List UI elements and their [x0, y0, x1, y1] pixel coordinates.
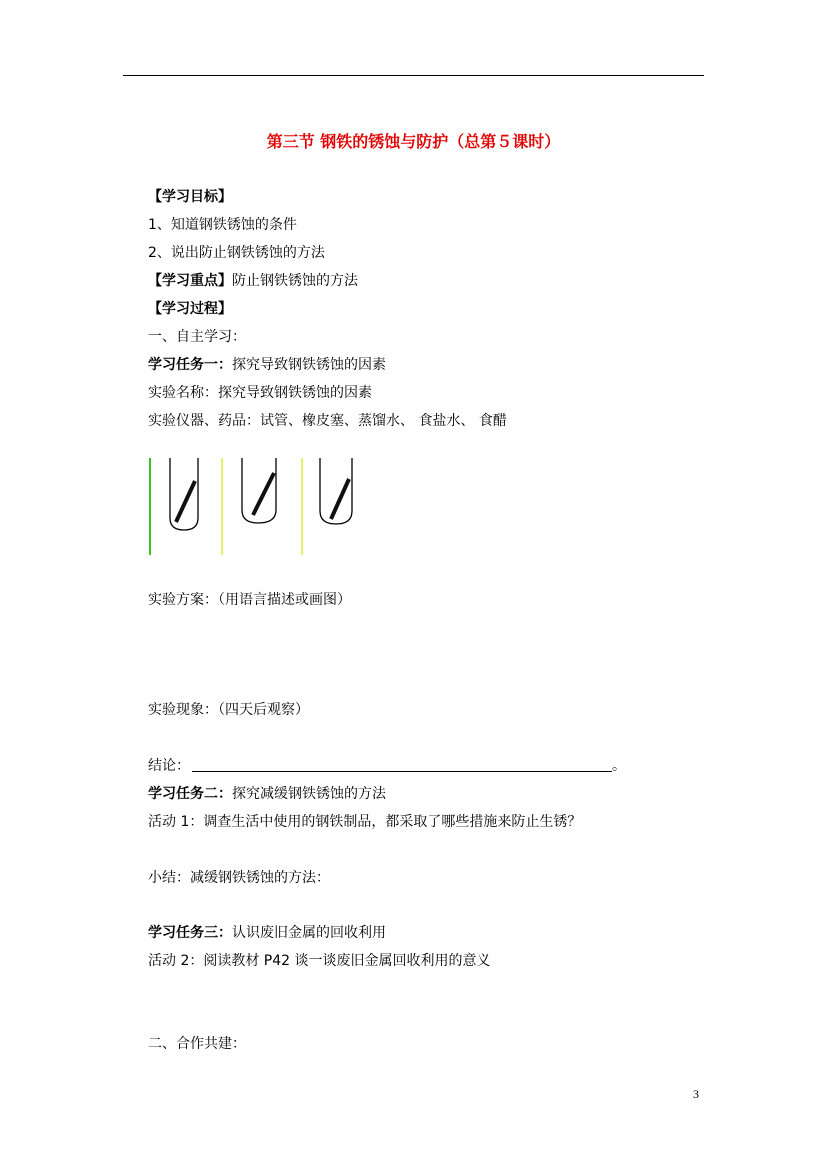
activity-2: 活动 2：阅读教材 P42 谈一谈废旧金属回收利用的意义 [148, 953, 491, 969]
section-2-heading: 二、合作共建： [148, 1036, 246, 1052]
summary: 小结：减缓钢铁锈蚀的方法： [148, 870, 330, 886]
conclusion-label: 结论： [148, 758, 190, 774]
test-tubes-figure [140, 455, 370, 560]
task-2-text: 探究减缓钢铁锈蚀的方法 [232, 786, 386, 802]
header-rule [123, 75, 704, 76]
process-heading: 【学习过程】 [148, 301, 232, 317]
task-3-text: 认识废旧金属的回收利用 [232, 925, 386, 941]
task-3 [148, 922, 386, 942]
activity-1: 活动 1：调查生活中使用的钢铁制品，都采取了哪些措施来防止生锈？ [148, 814, 582, 830]
test-tube-2 [242, 458, 276, 523]
test-tube-3 [320, 458, 352, 524]
key-point-text: 防止钢铁锈蚀的方法 [232, 273, 358, 289]
experiment-plan: 实验方案：（用语言描述或画图） [148, 592, 351, 608]
experiment-name: 实验名称：探究导致钢铁锈蚀的因素 [148, 385, 372, 401]
task-2 [148, 783, 386, 803]
page-title: 第三节 钢铁的锈蚀与防护（总第５课时） [266, 132, 561, 151]
key-point-heading: 【学习重点】 [148, 273, 232, 289]
task-1 [148, 354, 386, 374]
objective-item-1: 1、知道钢铁锈蚀的条件 [148, 217, 297, 233]
iron-nail-3 [331, 479, 349, 519]
task-2-label: 学习任务二： [148, 786, 232, 802]
section-1-heading: 一、自主学习： [148, 329, 246, 345]
iron-nail-2 [253, 473, 274, 515]
iron-nail-1 [176, 481, 195, 522]
task-1-label: 学习任务一： [148, 357, 232, 373]
experiment-equipment: 实验仪器、药品：试管、橡皮塞、蒸馏水、 食盐水、 食醋 [148, 413, 507, 429]
task-3-label: 学习任务三： [148, 925, 232, 941]
objective-item-2: 2、说出防止钢铁锈蚀的方法 [148, 245, 325, 261]
conclusion-blank[interactable] [192, 771, 612, 772]
objectives-heading: 【学习目标】 [148, 189, 232, 205]
experiment-observation: 实验现象：（四天后观察） [148, 702, 309, 718]
page-number: 3 [693, 1087, 699, 1101]
task-1-text: 探究导致钢铁锈蚀的因素 [232, 357, 386, 373]
conclusion-end: 。 [612, 758, 626, 774]
test-tube-1 [170, 458, 198, 530]
key-point [148, 270, 358, 290]
